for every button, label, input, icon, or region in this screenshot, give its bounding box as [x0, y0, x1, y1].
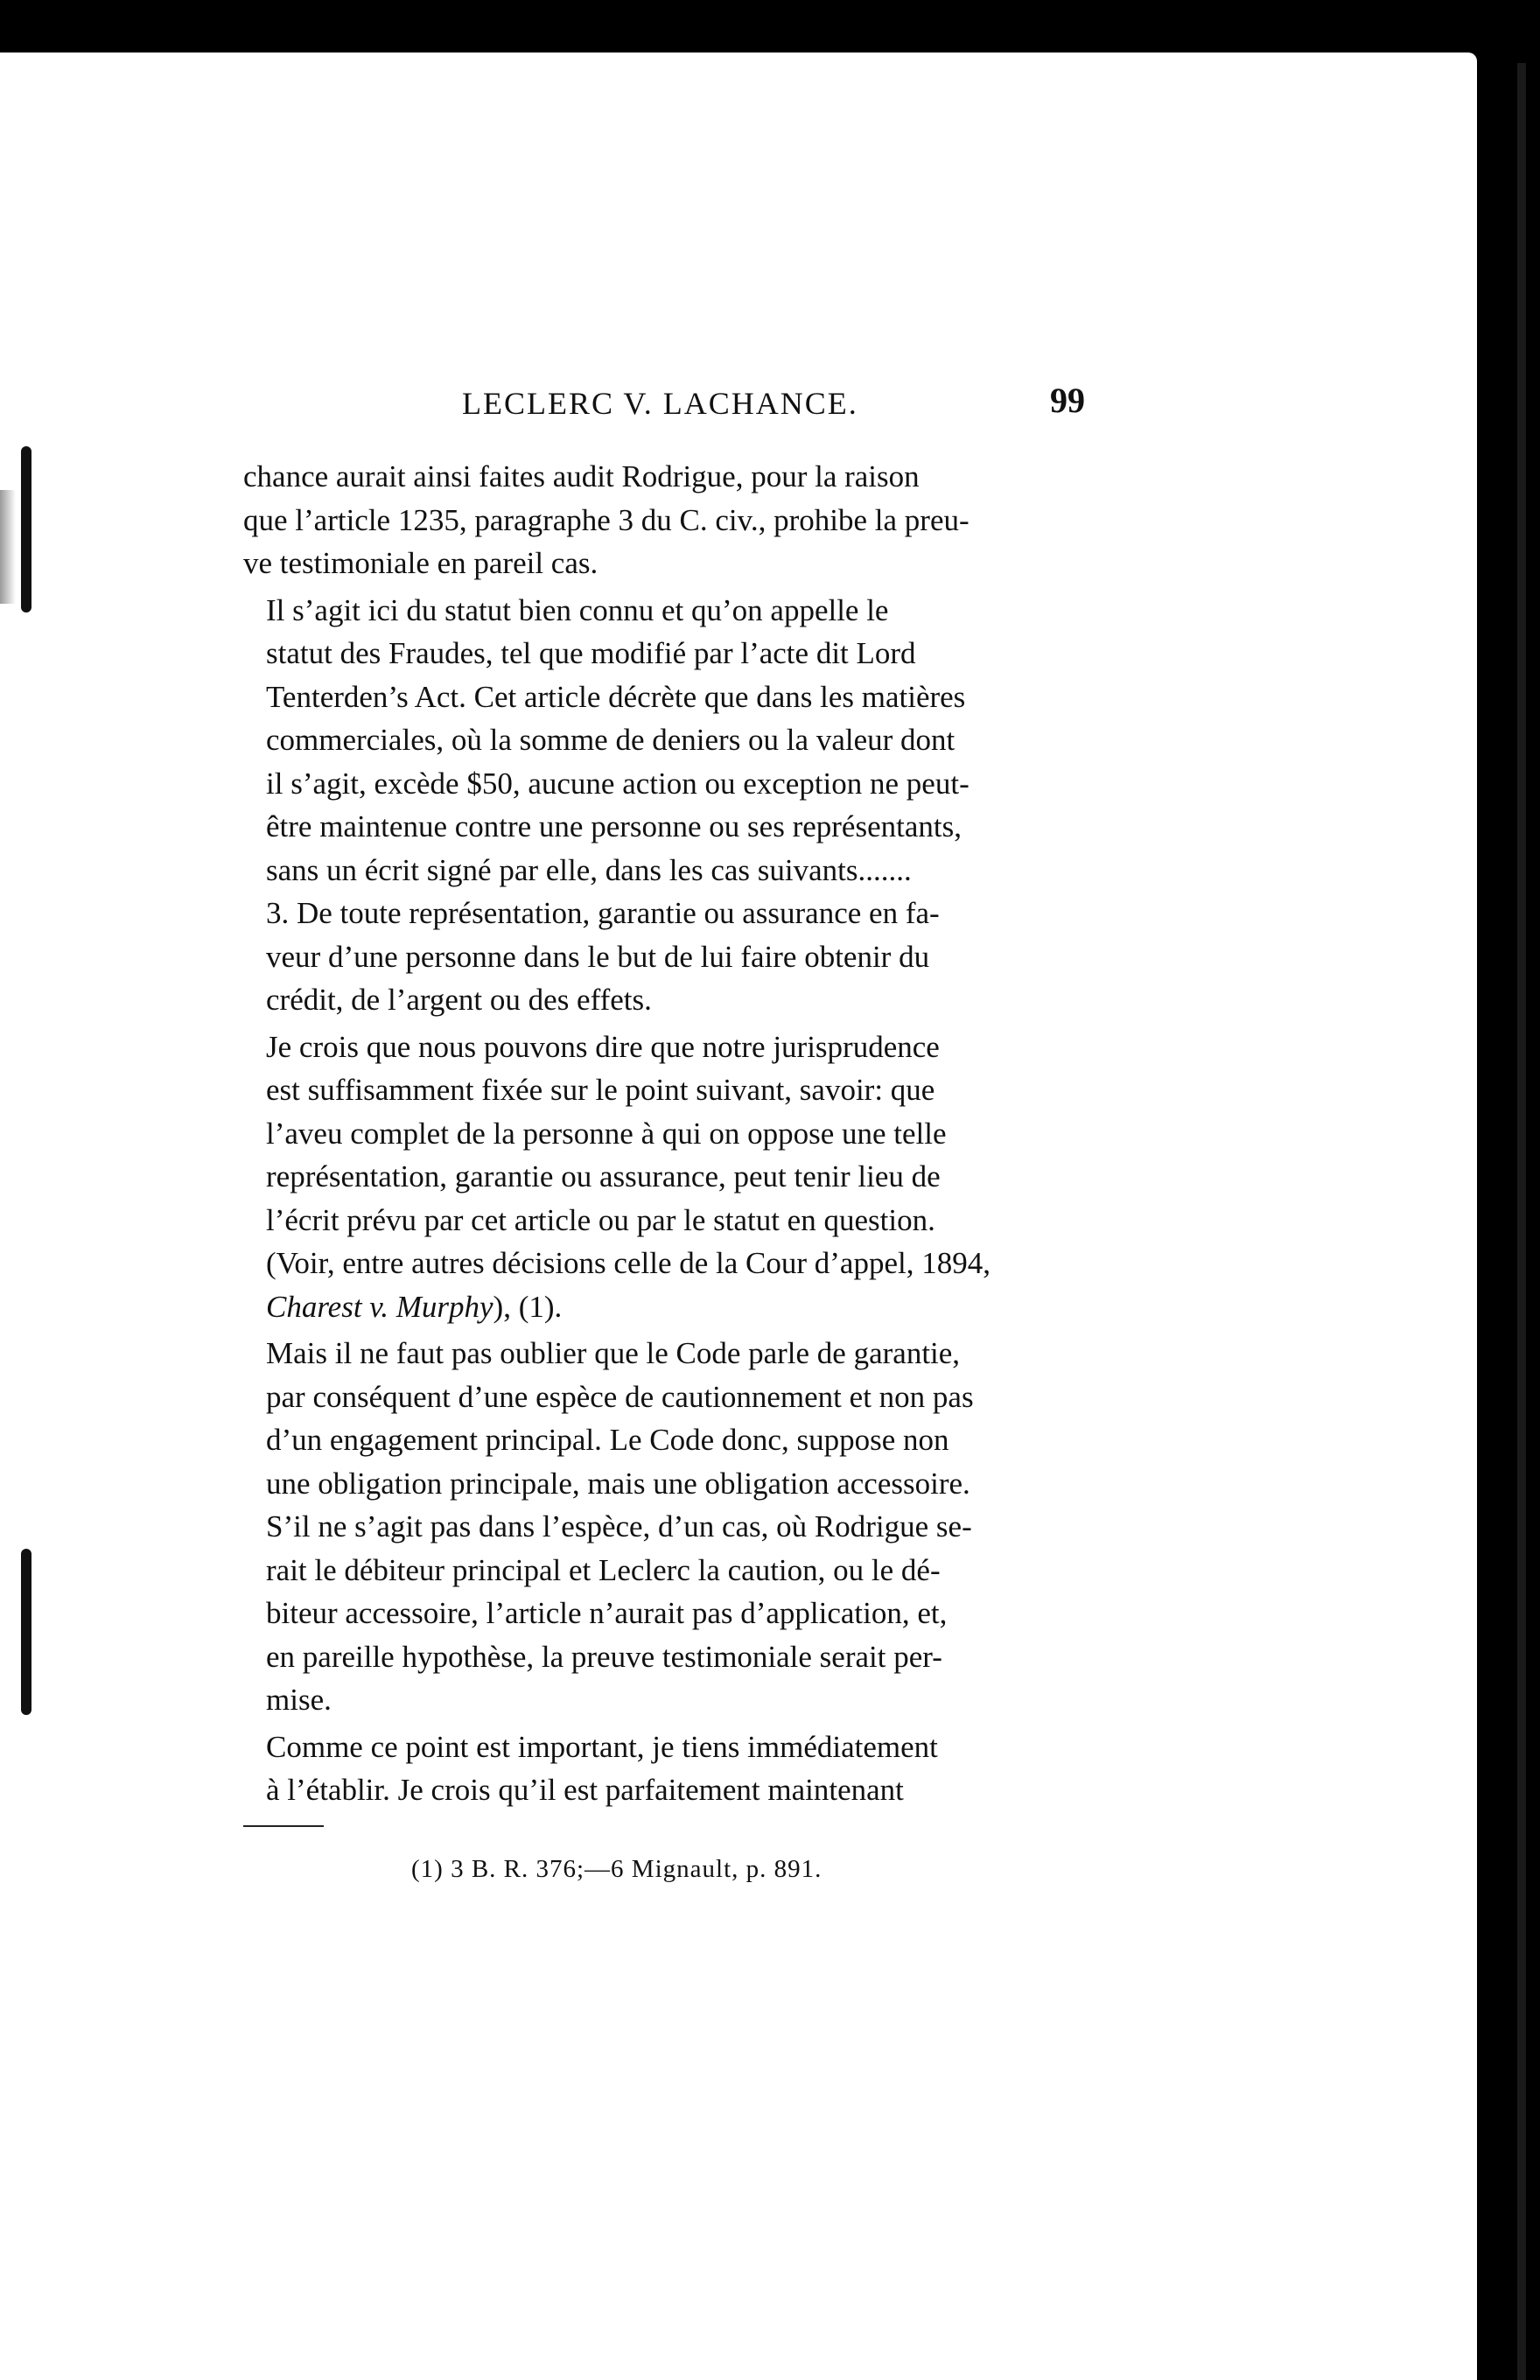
page-header — [243, 381, 1085, 429]
text-line: Il s’agit ici du statut bien connu et qu’on appelle le — [266, 592, 889, 627]
text-line: par conséquent d’une espèce de cautionnement et non pas — [266, 1379, 974, 1414]
text-line: d’un engagement principal. Le Code donc, suppose non — [266, 1423, 949, 1457]
paragraph-3 — [243, 1026, 1085, 1329]
text-line: être maintenue contre une personne ou ses représentants, — [266, 809, 962, 844]
text-line: Je crois que nous pouvons dire que notre jurisprudence — [266, 1029, 940, 1064]
text-line: rait le débiteur principal et Leclerc la caution, ou le dé- — [266, 1552, 941, 1587]
text-line — [243, 1285, 1085, 1329]
text-line: Tenterden’s Act. Cet article décrète que dans les matières — [266, 679, 966, 714]
text-line: ve testimoniale en pareil cas. — [243, 546, 598, 580]
paragraph-1 — [243, 455, 1085, 585]
text-line: que l’article 1235, paragraphe 3 du C. civ., prohibe la preu- — [243, 502, 970, 537]
text-line: Mais il ne faut pas oublier que le Code parle de garantie, — [266, 1336, 961, 1370]
binding-shadow — [0, 490, 16, 604]
text-line: Comme ce point est important, je tiens immédiatement — [266, 1729, 938, 1764]
paragraph-4 — [243, 1332, 1085, 1722]
text-line: (Voir, entre autres décisions celle de la Cour d’appel, 1894, — [266, 1246, 990, 1280]
page-edge-shadow — [1517, 63, 1526, 2380]
text-line: chance aurait ainsi faites audit Rodrigue, pour la raison — [243, 459, 920, 494]
text-line: mise. — [266, 1683, 332, 1717]
text-line: S’il ne s’agit pas dans l’espèce, d’un cas, où Rodrigue se- — [266, 1509, 972, 1544]
body-text — [243, 455, 1085, 1816]
text-line: est suffisamment fixée sur le point suivant, savoir: que — [266, 1073, 935, 1107]
footnote-rule — [243, 1825, 324, 1827]
text-line: en pareille hypothèse, la preuve testimoniale serait per- — [266, 1639, 942, 1674]
binding-mark-bottom — [21, 1549, 32, 1715]
text-line: une obligation principale, mais une obligation accessoire. — [266, 1466, 970, 1501]
text-line: commerciales, où la somme de deniers ou la valeur dont — [266, 723, 956, 757]
text-line: l’écrit prévu par cet article ou par le statut en question. — [266, 1202, 935, 1237]
text-line: 3. De toute représentation, garantie ou assurance en fa- — [266, 896, 940, 930]
text-line: biteur accessoire, l’article n’aurait pas d’application, et, — [266, 1596, 948, 1630]
text-line: crédit, de l’argent ou des effets. — [266, 983, 652, 1017]
text-line: sans un écrit signé par elle, dans les cas suivants....... — [266, 852, 912, 887]
case-citation-rest: ), (1). — [493, 1289, 563, 1324]
binding-mark-top — [21, 446, 32, 612]
text-line: l’aveu complet de la personne à qui on oppose une telle — [266, 1116, 947, 1151]
text-line: veur d’une personne dans le but de lui faire obtenir du — [266, 939, 930, 974]
text-line: statut des Fraudes, tel que modifié par l’acte dit Lord — [266, 636, 916, 670]
case-name-italic: Charest v. Murphy — [266, 1289, 494, 1324]
running-title: LECLERC V. LACHANCE. — [462, 386, 858, 421]
text-line: représentation, garantie ou assurance, peut tenir lieu de — [266, 1159, 941, 1194]
paragraph-5 — [243, 1726, 1085, 1812]
footnote: (1) 3 B. R. 376;—6 Mignault, p. 891. — [411, 1855, 822, 1883]
page-number: 99 — [1050, 381, 1085, 420]
text-line: à l’établir. Je crois qu’il est parfaitement maintenant — [266, 1773, 904, 1807]
text-line: il s’agit, excède $50, aucune action ou exception ne peut- — [266, 766, 970, 801]
paragraph-2 — [243, 589, 1085, 1022]
